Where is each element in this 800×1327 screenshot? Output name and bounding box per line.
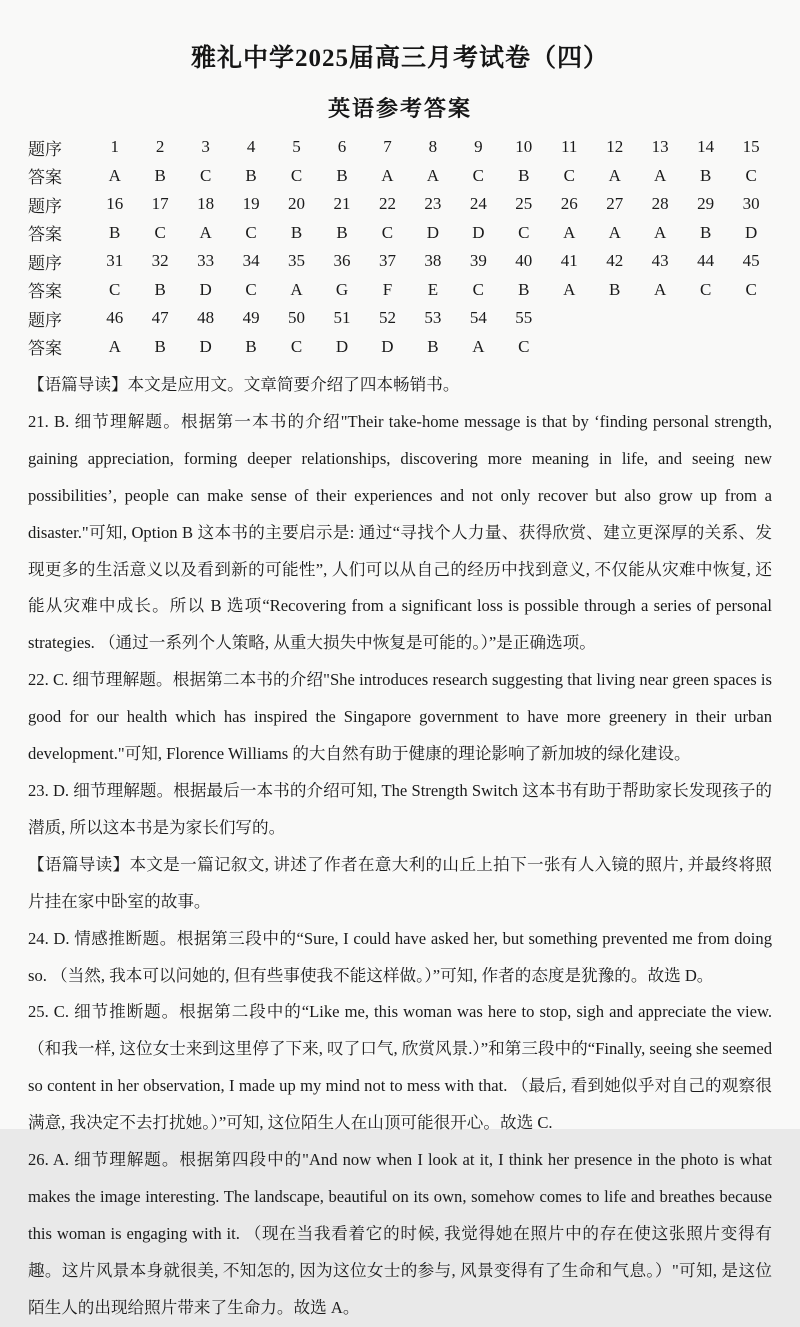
answer-cell: C bbox=[290, 165, 303, 185]
answer-cell: C bbox=[381, 222, 394, 242]
answer-cell: B bbox=[154, 336, 166, 356]
analysis-paragraph-q22: 22. C. 细节理解题。根据第二本书的介绍"She introduces research suggesting that living near green spaces is good for our health which has inspired the Singapore government to have more greenery in their urban development."可知, Florence Williams 的大自然有助于健康的理论影响了新加坡的绿化建设。 bbox=[28, 670, 772, 764]
question-number-cell: 11 bbox=[561, 137, 578, 157]
question-number-row-label: 题序 bbox=[28, 253, 62, 273]
question-number-cell: 47 bbox=[151, 308, 169, 328]
question-number-cell: 55 bbox=[515, 308, 533, 328]
answer-cell bbox=[592, 333, 637, 362]
question-number-cell: 3 bbox=[201, 137, 210, 157]
question-number-cell: 30 bbox=[742, 194, 760, 214]
analysis-section bbox=[28, 367, 772, 1327]
answer-cell: A bbox=[654, 165, 667, 185]
question-number-cell: 27 bbox=[606, 194, 624, 214]
answer-cell: B bbox=[154, 279, 166, 299]
question-number-cell: 50 bbox=[288, 308, 306, 328]
analysis-paragraph-guide-2: 【语篇导读】本文是一篇记叙文, 讲述了作者在意大利的山丘上拍下一张有人入镜的照片, 并最终将照片挂在家中卧室的故事。 bbox=[28, 854, 772, 911]
question-number-cell bbox=[592, 304, 637, 333]
answer-row bbox=[28, 333, 774, 362]
question-number-cell: 51 bbox=[333, 308, 351, 328]
answer-cell: D bbox=[199, 336, 212, 356]
answer-cell: C bbox=[518, 222, 530, 242]
question-number-cell: 15 bbox=[742, 137, 760, 157]
question-number-cell: 28 bbox=[651, 194, 669, 214]
question-number-cell: 45 bbox=[742, 251, 760, 271]
answer-cell: B bbox=[245, 336, 257, 356]
question-number-cell bbox=[728, 304, 774, 333]
answer-cell: D bbox=[426, 222, 440, 242]
analysis-paragraph-q21: 21. B. 细节理解题。根据第一本书的介绍"Their take-home message is that by ‘finding personal strength, gaining appreciation, forming deeper relationships, discovering more meaning in life, and seeing new possibilities’, people can make sense of their experiences and not only recover but also grow up from a disaster."可知, Option B 这本书的主要启示是: 通过“寻找个人力量、获得欣赏、建立更深厚的关系、发现更多的生活意义以及看到新的可能性”, 人们可以从自己的经历中找到意义, 不仅能从灾难中恢复, 还能从灾难中成长。所以 B 选项“Recovering from a significant loss is possible through a series of personal strategies. （通过一系列个人策略, 从重大损失中恢复是可能的。）”是正确选项。 bbox=[28, 411, 772, 653]
answer-cell: C bbox=[245, 279, 257, 299]
answer-cell bbox=[728, 333, 774, 362]
question-number-cell: 38 bbox=[424, 251, 442, 271]
question-number-cell: 17 bbox=[151, 194, 169, 214]
analysis-paragraph-q25: 25. C. 细节推断题。根据第二段中的“Like me, this woman was here to stop, sigh and appreciate the view. （和我一样, 这位女士来到这里停了下来, 叹了口气, 欣赏风景.）”和第三段中的“Finally, seeing she seemed so content in her observation, I made up my mind not to mess with that. （最后, 看到她似乎对自己的观察很满意, 我决定不去打扰她。）”可知, 这位陌生人在山顶可能很开心。故选 C. bbox=[28, 1002, 772, 1133]
question-number-cell: 54 bbox=[469, 308, 487, 328]
answer-cell bbox=[637, 333, 682, 362]
answer-cell: B bbox=[699, 165, 712, 185]
question-number-row-label: 题序 bbox=[28, 196, 62, 216]
question-number-row-label: 题序 bbox=[28, 139, 62, 159]
question-number-cell: 29 bbox=[697, 194, 715, 214]
answer-cell: A bbox=[108, 336, 121, 356]
question-number-cell: 43 bbox=[651, 251, 669, 271]
question-number-cell: 41 bbox=[560, 251, 578, 271]
answer-cell: A bbox=[654, 279, 667, 299]
answer-cell: D bbox=[745, 222, 758, 242]
answer-cell: A bbox=[290, 279, 303, 299]
question-number-cell: 19 bbox=[242, 194, 260, 214]
answer-cell: B bbox=[336, 222, 348, 242]
question-number-cell: 37 bbox=[378, 251, 396, 271]
answer-cell: C bbox=[518, 336, 530, 356]
answer-cell: C bbox=[472, 279, 485, 299]
question-number-cell: 32 bbox=[151, 251, 169, 271]
answer-cell: A bbox=[472, 336, 485, 356]
question-number-cell: 39 bbox=[469, 251, 487, 271]
answer-row-label: 答案 bbox=[28, 339, 62, 359]
question-number-cell: 36 bbox=[333, 251, 351, 271]
answer-cell: A bbox=[654, 222, 667, 242]
answer-cell: C bbox=[154, 222, 166, 242]
question-number-cell: 9 bbox=[474, 137, 483, 157]
answer-cell: B bbox=[109, 222, 121, 242]
answer-cell: A bbox=[426, 165, 440, 185]
answer-cell: C bbox=[245, 222, 257, 242]
question-number-cell: 31 bbox=[106, 251, 124, 271]
question-number-row bbox=[28, 304, 774, 333]
question-number-cell: 20 bbox=[288, 194, 306, 214]
question-number-cell: 23 bbox=[424, 194, 442, 214]
answer-row bbox=[28, 219, 774, 248]
answer-cell: A bbox=[381, 165, 394, 185]
page-subtitle: 英语参考答案 bbox=[327, 96, 472, 121]
question-number-cell: 21 bbox=[333, 194, 351, 214]
page-title: 雅礼中学2025届高三月考试卷（四） bbox=[190, 45, 609, 72]
analysis-paragraph-q23: 23. D. 细节理解题。根据最后一本书的介绍可知, The Strength Switch 这本书有助于帮助家长发现孩子的潜质, 所以这本书是为家长们写的。 bbox=[28, 780, 772, 837]
question-number-cell: 42 bbox=[606, 251, 624, 271]
question-number-cell bbox=[683, 304, 728, 333]
answer-cell: A bbox=[608, 165, 621, 185]
answer-cell: C bbox=[563, 165, 575, 185]
question-number-cell: 14 bbox=[697, 137, 715, 157]
question-number-row-label: 题序 bbox=[28, 310, 62, 330]
answer-cell: C bbox=[699, 279, 712, 299]
answer-cell: A bbox=[608, 222, 621, 242]
question-number-cell: 1 bbox=[110, 137, 119, 157]
question-number-cell: 49 bbox=[242, 308, 260, 328]
answer-cell: D bbox=[381, 336, 394, 356]
question-number-cell: 26 bbox=[560, 194, 578, 214]
answer-cell: C bbox=[290, 336, 303, 356]
answer-cell: B bbox=[245, 165, 257, 185]
answer-cell: F bbox=[382, 279, 393, 299]
answer-cell: G bbox=[335, 279, 349, 299]
answer-cell: B bbox=[336, 165, 348, 185]
question-number-cell: 8 bbox=[428, 137, 438, 157]
analysis-paragraph-q26: 26. A. 细节理解题。根据第四段中的"And now when I look at it, I think her presence in the photo is what makes the image interesting. The landscape, beautiful on its own, somehow comes to life and breathes because this woman is engaging with it. （现在当我看着它的时候, 我觉得她在照片中的存在使这张照片变得有趣。这片风景本身就很美, 不知怎的, 因为这位女士的参与, 风景变得有了生命和气息。）"可知, 是这位陌生人的出现给照片带来了生命力。故选 A。 bbox=[28, 1150, 772, 1317]
answer-cell: A bbox=[108, 165, 121, 185]
answer-cell: C bbox=[745, 279, 757, 299]
answer-cell: A bbox=[563, 279, 576, 299]
answer-cell: B bbox=[290, 222, 303, 242]
answer-table-body bbox=[28, 133, 774, 361]
question-number-cell: 24 bbox=[469, 194, 487, 214]
analysis-paragraph-q24: 24. D. 情感推断题。根据第三段中的“Sure, I could have asked her, but something prevented me from doing so. （当然, 我本可以问她的, 但有些事使我不能这样做。）”可知, 作者的态度是犹豫的。故选 D。 bbox=[28, 928, 772, 985]
answer-cell: D bbox=[335, 336, 349, 356]
answer-cell: B bbox=[427, 336, 439, 356]
answer-cell: B bbox=[518, 165, 530, 185]
answer-cell: C bbox=[199, 165, 212, 185]
answer-cell: E bbox=[427, 279, 439, 299]
question-number-cell: 53 bbox=[424, 308, 442, 328]
answer-cell: D bbox=[199, 279, 212, 299]
answer-row bbox=[28, 276, 774, 305]
answer-cell: C bbox=[472, 165, 485, 185]
answer-cell: B bbox=[518, 279, 530, 299]
answer-cell: C bbox=[109, 279, 121, 299]
question-number-cell: 4 bbox=[246, 137, 256, 157]
answer-cell: C bbox=[745, 165, 757, 185]
analysis-paragraph-guide-1: 【语篇导读】本文是应用文。文章简要介绍了四本畅销书。 bbox=[28, 375, 460, 394]
question-number-row bbox=[28, 190, 774, 219]
question-number-cell: 16 bbox=[106, 194, 124, 214]
answer-cell: B bbox=[609, 279, 621, 299]
answer-table bbox=[28, 133, 774, 361]
answer-row bbox=[28, 162, 774, 191]
answer-cell: B bbox=[699, 222, 712, 242]
answer-cell: B bbox=[154, 165, 166, 185]
answer-cell: A bbox=[199, 222, 212, 242]
question-number-cell: 13 bbox=[651, 137, 669, 157]
question-number-cell: 5 bbox=[292, 137, 301, 157]
question-number-cell: 7 bbox=[383, 137, 392, 157]
question-number-cell bbox=[547, 304, 592, 333]
question-number-row bbox=[28, 247, 774, 276]
answer-cell: D bbox=[472, 222, 485, 242]
question-number-cell: 2 bbox=[155, 137, 165, 157]
question-number-cell: 18 bbox=[197, 194, 215, 214]
question-number-cell: 10 bbox=[515, 137, 533, 157]
question-number-cell: 25 bbox=[515, 194, 533, 214]
answer-row-label: 答案 bbox=[28, 168, 62, 188]
question-number-cell: 40 bbox=[515, 251, 533, 271]
answer-cell: A bbox=[563, 222, 576, 242]
answer-row-label: 答案 bbox=[28, 282, 62, 302]
answer-row-label: 答案 bbox=[28, 225, 62, 245]
question-number-cell: 52 bbox=[378, 308, 396, 328]
question-number-cell: 34 bbox=[242, 251, 260, 271]
question-number-cell: 6 bbox=[337, 137, 347, 157]
question-number-row bbox=[28, 133, 774, 162]
question-number-cell: 22 bbox=[378, 194, 396, 214]
question-number-cell: 46 bbox=[106, 308, 124, 328]
question-number-cell: 44 bbox=[697, 251, 715, 271]
question-number-cell bbox=[637, 304, 682, 333]
question-number-cell: 35 bbox=[288, 251, 306, 271]
answer-cell bbox=[683, 333, 728, 362]
question-number-cell: 12 bbox=[606, 137, 624, 157]
question-number-cell: 33 bbox=[197, 251, 215, 271]
answer-cell bbox=[547, 333, 592, 362]
question-number-cell: 48 bbox=[197, 308, 215, 328]
